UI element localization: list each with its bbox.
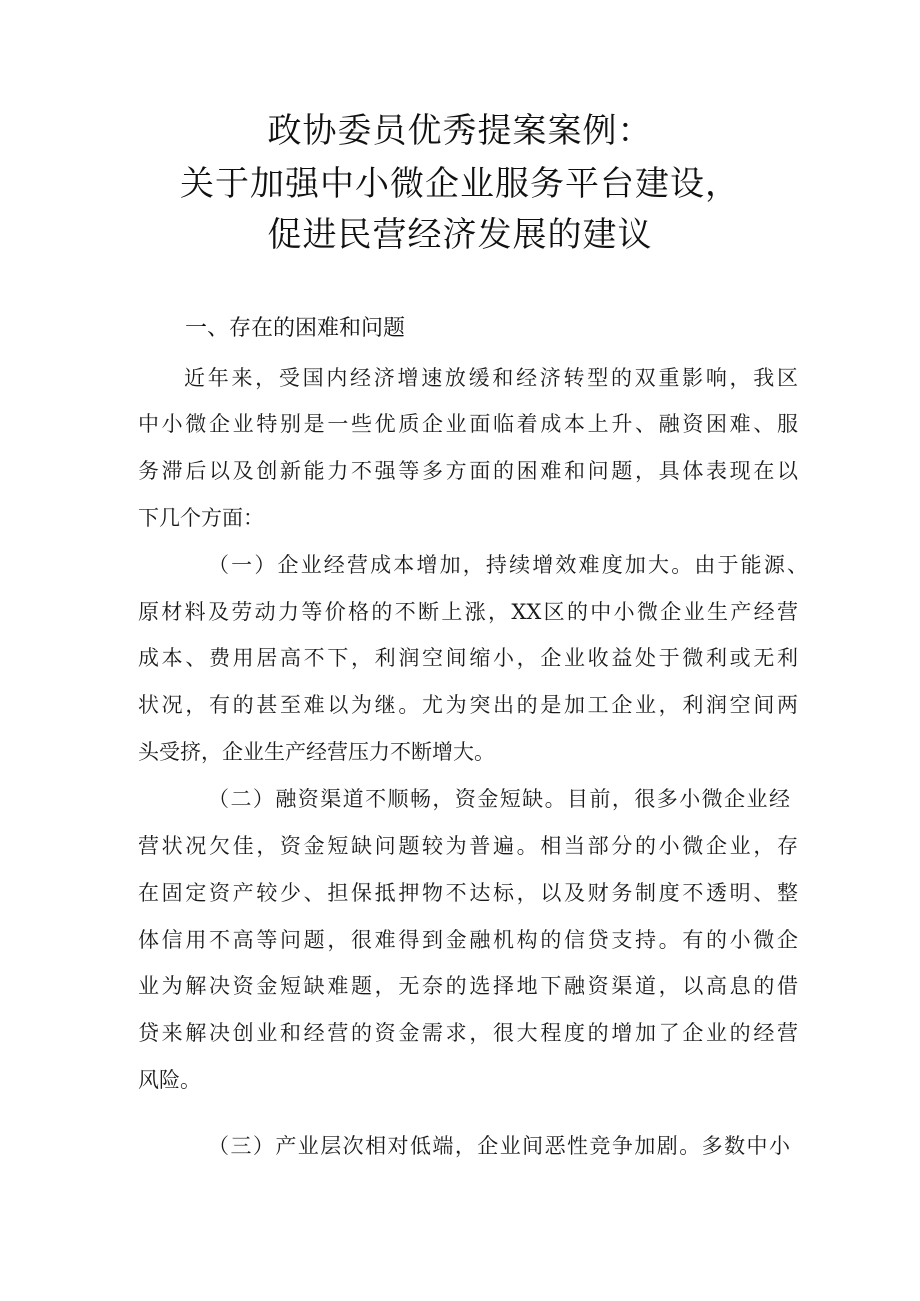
paragraph-line: 成本、费用居高不下，利润空间缩小，企业收益处于微利或无利 <box>138 646 798 670</box>
paragraph-line: 营状况欠佳，资金短缺问题较为普遍。相当部分的小微企业，存 <box>138 834 798 858</box>
paragraph-line: 务滞后以及创新能力不强等多方面的困难和问题，具体表现在以 <box>138 459 798 483</box>
paragraph-line: 近年来，受国内经济增速放缓和经济转型的双重影响，我区 <box>184 366 798 390</box>
paragraph-line: （二）融资渠道不顺畅，资金短缺。目前，很多小微企业经 <box>208 787 790 811</box>
paragraph-line: 中小微企业特别是一些优质企业面临着成本上升、融资困难、服 <box>138 412 798 436</box>
paragraph-line: 在固定资产较少、担保抵押物不达标，以及财务制度不透明、整 <box>138 881 798 905</box>
document-title-line-1: 政协委员优秀提案案例： <box>267 111 653 151</box>
paragraph-line: 状况，有的甚至难以为继。尤为突出的是加工企业，利润空间两 <box>138 693 798 717</box>
paragraph-line: 风险。 <box>138 1068 201 1092</box>
document-title-line-2: 关于加强中小微企业服务平台建设， <box>180 164 740 204</box>
paragraph-line: 贷来解决创业和经营的资金需求，很大程度的增加了企业的经营 <box>138 1021 798 1045</box>
document-title-line-3: 促进民营经济发展的建议 <box>267 215 653 255</box>
paragraph-line: （一）企业经营成本增加，持续增效难度加大。由于能源、 <box>208 553 808 577</box>
paragraph-line: （三）产业层次相对低端，企业间恶性竞争加剧。多数中小 <box>208 1134 790 1158</box>
paragraph-line: 原材料及劳动力等价格的不断上涨，XX区的中小微企业生产经营 <box>138 600 798 624</box>
paragraph-line: 业为解决资金短缺难题，无奈的选择地下融资渠道，以高息的借 <box>138 974 798 998</box>
section-heading: 一、存在的困难和问题 <box>185 316 406 341</box>
paragraph-line: 下几个方面： <box>138 506 264 530</box>
paragraph-line: 体信用不高等问题，很难得到金融机构的信贷支持。有的小微企 <box>138 928 798 952</box>
paragraph-line: 头受挤，企业生产经营压力不断增大。 <box>138 740 495 764</box>
